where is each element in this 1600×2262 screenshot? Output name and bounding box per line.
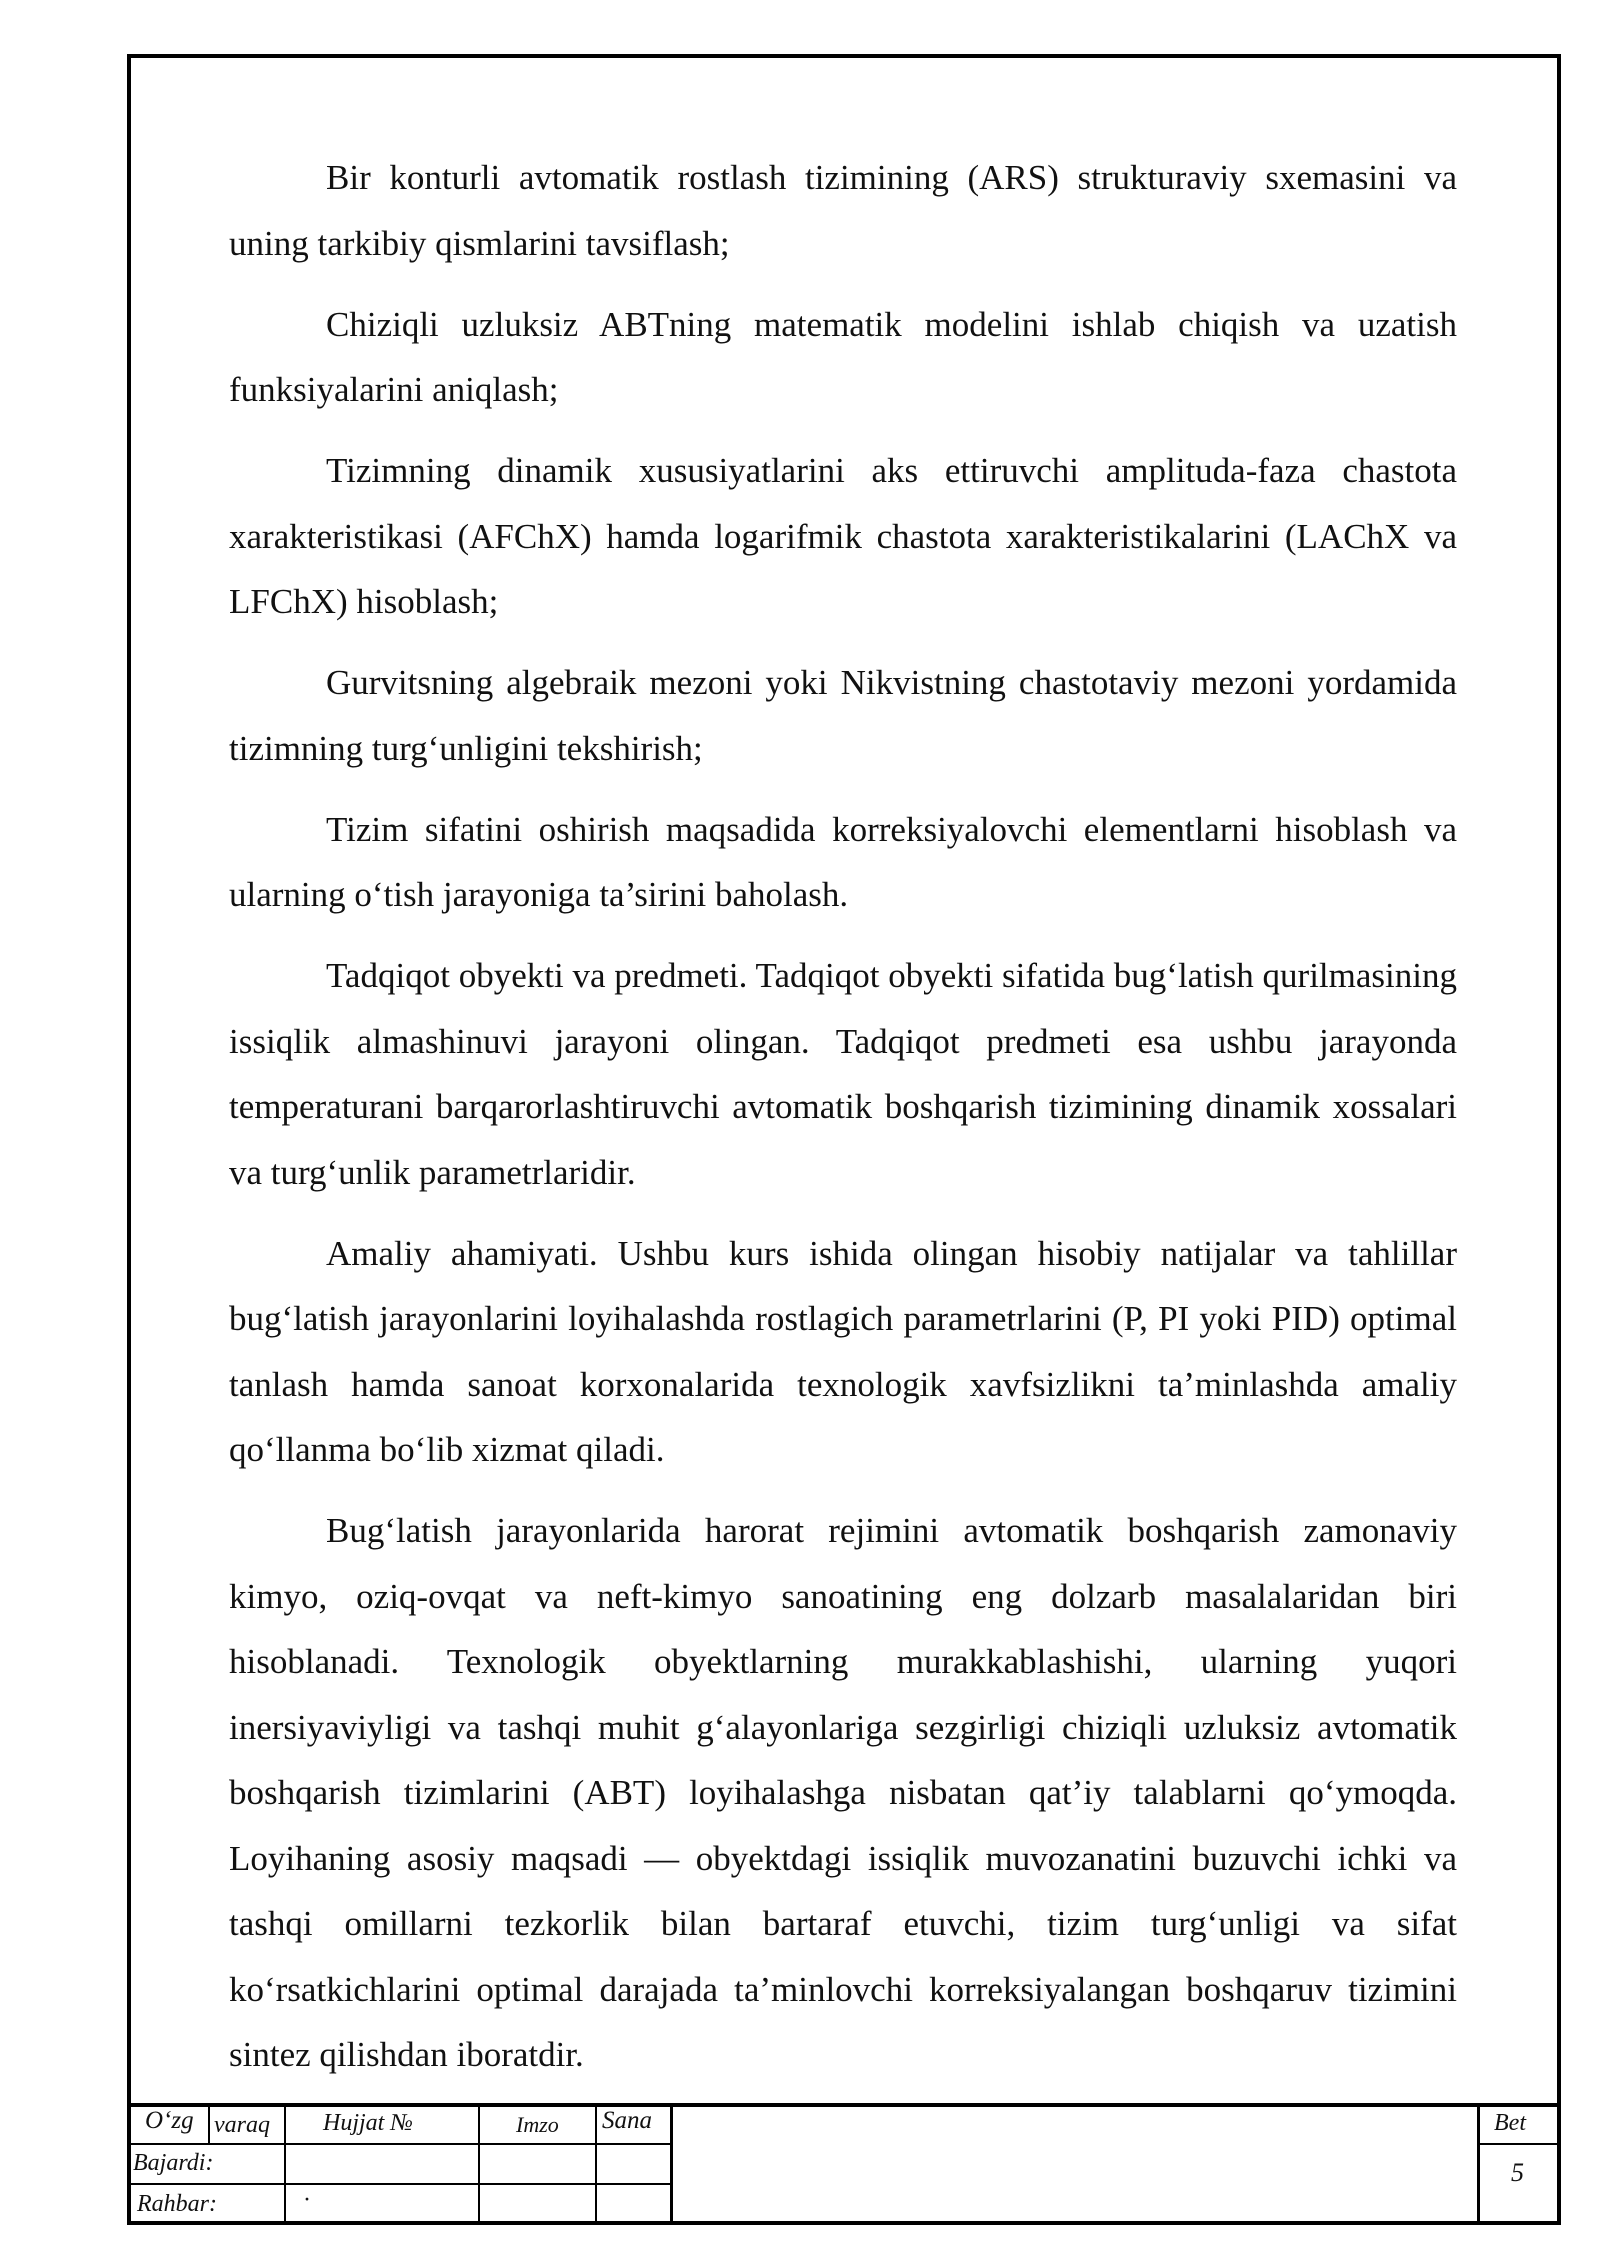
stamp-col-line bbox=[478, 2103, 480, 2225]
paragraph: Bug‘latish jarayonlarida harorat rejimini avtomatik boshqarish zamonaviy kimyo, oziq-ovqat va neft-kimyo sanoatining eng dolzarb masalalaridan biri hisoblanadi. Texnologik obyektlarning murakkablashishi, ularning yuqori inersiyaviyligi va tashqi muhit g‘alayonlariga sezgirligi chiziqli uzluksiz avtomatik boshqarish tizimlarini (ABT) loyihalashga nisbatan qat’iy talablarni qo‘ymoqda. Loyihaning asosiy maqsadi — obyektdagi issiqlik muvozanatini buzuvchi ichki va tashqi omillarni tezkorlik bilan bartaraf etuvchi, tizim turg‘unligi va sifat ko‘rsatkichlarini optimal darajada ta’minlovchi korreksiyalangan boshqaruv tizimini sintez qilishdan iboratdir. bbox=[229, 1511, 1457, 2074]
page-number: 5 bbox=[1511, 2158, 1524, 2187]
stamp-col-line bbox=[1477, 2103, 1480, 2225]
stamp-dot: · bbox=[303, 2187, 311, 2213]
stamp-col-line bbox=[595, 2103, 597, 2225]
title-block bbox=[127, 2103, 1561, 2225]
paragraph: Bir konturli avtomatik rostlash tizimining (ARS) strukturaviy sxemasini va uning tarkibiy qismlarini tavsiflash; bbox=[229, 158, 1457, 263]
paragraph: Tizim sifatini oshirish maqsadida korreksiyalovchi elementlarni hisoblash va ularning o‘tish jarayoniga ta’sirini baholash. bbox=[229, 809, 1457, 914]
paragraph: Tizimning dinamik xususiyatlarini aks ettiruvchi amplituda-faza chastota xarakteristikasi (AFChX) hamda logarifmik chastota xarakteristikalarini (LAChX va LFChX) hisoblash; bbox=[229, 451, 1457, 621]
stamp-top-line bbox=[127, 2103, 1561, 2107]
paragraph: Tadqiqot obyekti va predmeti. Tadqiqot obyekti sifatida bug‘latish qurilmasining issiqlik almashinuvi jarayoni olingan. Tadqiqot predmeti esa ushbu jarayonda temperaturani barqarorlashtiruvchi avtomatik boshqarish tizimining dinamik xossalari va turg‘unlik parametrlaridir. bbox=[229, 956, 1457, 1192]
stamp-bet-line bbox=[1479, 2143, 1561, 2145]
stamp-bet-label: Bet bbox=[1494, 2110, 1526, 2136]
paragraph: Gurvitsning algebraik mezoni yoki Nikvistning chastotaviy mezoni yordamida tizimning turg‘unligini tekshirish; bbox=[229, 663, 1457, 768]
stamp-ozg-label: O‘zg bbox=[145, 2107, 194, 2134]
stamp-row-line bbox=[127, 2143, 672, 2145]
paragraph: Amaliy ahamiyati. Ushbu kurs ishida olingan hisobiy natijalar va tahlillar bug‘latish jarayonlarini loyihalashda rostlagich parametrlarini (P, PI yoki PID) optimal tanlash hamda sanoat korxonalarida texnologik xavfsizlikni ta’minlashda amaliy qo‘llanma bo‘lib xizmat qiladi. bbox=[229, 1233, 1457, 1469]
document-body bbox=[229, 145, 1457, 2103]
stamp-rahbar-label: Rahbar: bbox=[137, 2191, 217, 2217]
stamp-varaq-label: varaq bbox=[214, 2112, 270, 2138]
stamp-hujjat-label: Hujjat № bbox=[323, 2110, 413, 2136]
stamp-bajardi-label: Bajardi: bbox=[133, 2150, 214, 2176]
stamp-col-line bbox=[670, 2103, 673, 2225]
stamp-row-line bbox=[127, 2183, 672, 2185]
paragraph: Chiziqli uzluksiz ABTning matematik modelini ishlab chiqish va uzatish funksiyalarini aniqlash; bbox=[229, 304, 1457, 409]
stamp-col-line bbox=[208, 2103, 210, 2143]
stamp-sana-label: Sana bbox=[602, 2107, 652, 2134]
stamp-col-line bbox=[284, 2103, 286, 2225]
stamp-imzo-label: Imzo bbox=[516, 2112, 559, 2137]
